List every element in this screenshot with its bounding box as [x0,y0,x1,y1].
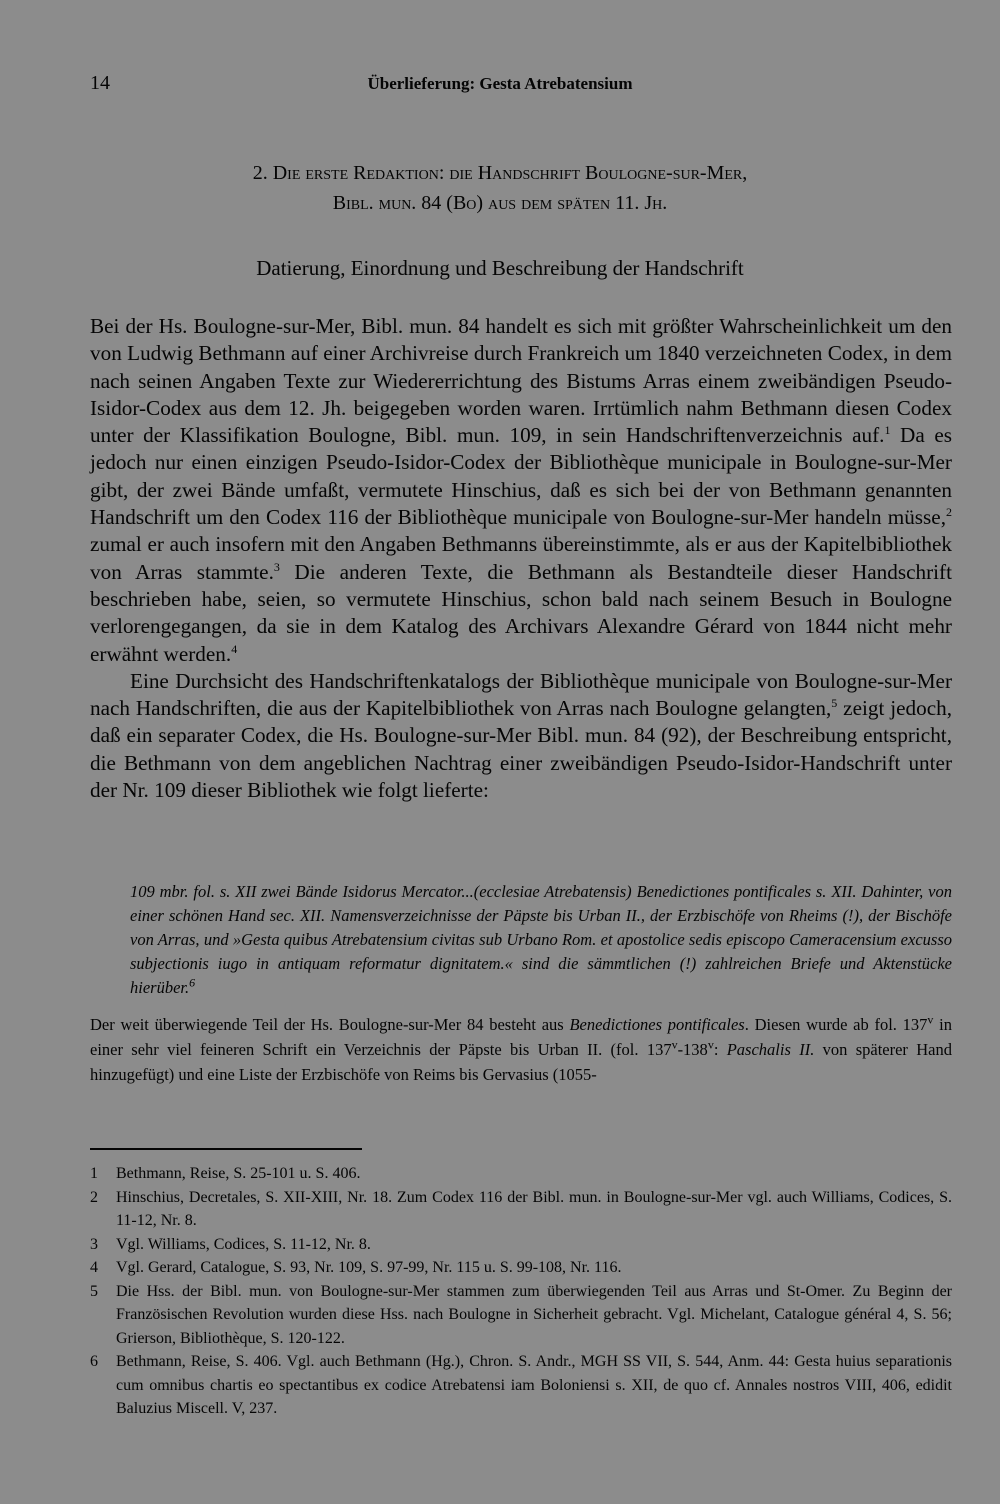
paragraph-1 [90,313,952,668]
page-number: 14 [90,72,110,94]
description-part-b: Benedictiones pontificales [569,1015,745,1034]
verso-mark-2: v [671,1037,678,1052]
footnote [90,1350,952,1421]
footnote-ref-2[interactable]: 2 [946,505,952,520]
description-paragraph [90,1012,952,1087]
section-title-line-1: 2. Die erste Redaktion: die Handschrift Boulogne-sur-Mer, [252,162,748,184]
footnote [90,1256,952,1280]
running-title: Überlieferung: Gesta Atrebatensium [367,74,633,93]
footnote-ref-4[interactable]: 4 [231,641,238,656]
paragraph-1-part-c: zumal er auch insofern mit den Angaben Bethmanns übereinstimmte, als er aus der Kapitelbibliothek von Arras stammte. [90,532,952,584]
footnote-text: Hinschius, Decretales, S. XII-XIII, Nr. 18. Zum Codex 116 der Bibl. mun. in Boulogne-sur-Mer vgl. auch Williams, Codices, S. 11-12, Nr. 8. [116,1188,952,1229]
verso-mark-3: v [707,1037,714,1052]
footnote-number: 6 [90,1353,98,1370]
footnotes [90,1162,952,1421]
footnote-text: Bethmann, Reise, S. 406. Vgl. auch Bethmann (Hg.), Chron. S. Andr., MGH SS VII, S. 544, Anm. 44: Gesta huius separationis cum omnibus chartis eo spectantibus ex codice Atrebatensi iam Boloniensi s. XII, de quo cf. Annales nostros VIII, 406, edidit Baluzius Miscell. V, 237. [116,1353,952,1417]
description-part-a: Der weit überwiegende Teil der Hs. Boulogne-sur-Mer 84 besteht aus [90,1015,570,1034]
footnote-number: 4 [90,1259,98,1276]
footnote [90,1162,952,1186]
paragraph-2 [90,668,952,804]
paragraph-1-part-b: Da es jedoch nur einen einzigen Pseudo-Isidor-Codex der Bibliothèque municipale in Boulogne-sur-Mer gibt, der zwei Bände umfaßt, vermutete Hinschius, daß es sich bei der von Bethmann genannten Handschrift um den Codex 116 der Bibliothèque municipale von Boulogne-sur-Mer handeln müsse, [90,423,952,530]
footnote-number: 5 [90,1282,98,1300]
description-part-g: Paschalis II. [726,1040,815,1059]
description-part-e: -138 [677,1040,708,1059]
block-quote [130,880,952,1000]
footnote-text: Die Hss. der Bibl. mun. von Boulogne-sur-Mer stammen zum überwiegenden Teil aus Arras und St-Omer. Zu Beginn der Französischen Revolution wurden diese Hss. nach Boulogne in Sicherheit gebracht. Vgl. Michelant, Catalogue général 4, S. 56; Grierson, Bibliothèque, S. 120-122. [116,1282,952,1347]
footnote-number: 2 [90,1188,98,1206]
description-part-f: : [713,1040,727,1059]
footnote-ref-3[interactable]: 3 [273,559,280,574]
footnote-text: Vgl. Williams, Codices, S. 11-12, Nr. 8. [116,1235,371,1253]
footnote-ref-1[interactable]: 1 [884,423,891,438]
footnote [90,1186,952,1233]
subheading: Datierung, Einordnung und Beschreibung der Handschrift [256,256,744,280]
block-quote-text: 109 mbr. fol. s. XII zwei Bände Isidorus Mercator...(ecclesiae Atrebatensis) Benedictiones pontificales s. XII. Dahinter, von einer schönen Hand sec. XII. Namensverzeichnisse der Päpste bis Urban II., der Erzbischöfe von Rheims (!), der Bischöfe von Arras, und »Gesta quibus Atrebatensium civitas sub Urbano Rom. et apostolice sedis episcopo Cameracensium excusso subjectionis iugo in antiquam reformatur dignitatem.« sind die sämmtlichen (!) zahlreichen Briefe und Aktenstücke hierüber. [130,882,952,997]
paragraph-2-part-a: Eine Durchsicht des Handschriftenkatalogs der Bibliothèque municipale von Boulogne-sur-Mer nach Handschriften, die aus der Kapitelbibliothek von Arras nach Boulogne gelangten, [90,668,952,721]
footnote-number: 1 [90,1165,98,1182]
footnote-text: Bethmann, Reise, S. 25-101 u. S. 406. [116,1165,361,1182]
footnote-text: Vgl. Gerard, Catalogue, S. 93, Nr. 109, S. 97-99, Nr. 115 u. S. 99-108, Nr. 116. [116,1259,622,1276]
paragraph-1-part-d: Die anderen Texte, die Bethmann als Bestandteile dieser Handschrift beschrieben habe, seien, so vermutete Hinschius, schon bald nach seinem Besuch in Boulogne verlorengegangen, da sie in dem Katalog des Archivars Alexandre Gérard von 1844 nicht mehr erwähnt werden. [90,559,952,666]
footnote [90,1280,952,1351]
footnote-ref-6[interactable]: 6 [189,975,196,990]
paragraph-2-part-b: zeigt jedoch, daß ein separater Codex, die Hs. Boulogne-sur-Mer Bibl. mun. 84 (92), der Beschreibung entspricht, die Bethmann von dem angeblichen Nachtrag einer zweibändigen Pseudo-Isidor-Handschrift unter der Nr. 109 dieser Bibliothek wie folgt lieferte: [90,696,952,803]
footnote-number: 3 [90,1235,98,1253]
footnote [90,1233,952,1257]
footnote-separator [90,1148,362,1150]
description-part-h: von späterer Hand hinzugefügt) und eine Liste der Erzbischöfe von Reims bis Gervasius (1055- [90,1040,952,1084]
section-title [90,158,910,218]
body-text [90,313,952,804]
section-title-line-2: Bibl. mun. 84 (Bo) aus dem späten 11. Jh. [332,192,668,214]
paragraph-1-part-a: Bei der Hs. Boulogne-sur-Mer, Bibl. mun. 84 handelt es sich mit größter Wahrscheinlichkeit um den von Ludwig Bethmann auf einer Archivreise durch Frankreich um 1840 verzeichneten Codex, in dem nach seinen Angaben Texte zur Wiedererrichtung des Bistums Arras einem zweibändigen Pseudo-Isidor-Codex aus dem 12. Jh. beigegeben worden waren. Irrtümlich nahm Bethmann diesen Codex unter der Klassifikation Boulogne, Bibl. mun. 109, in sein Handschriftenverzeichnis auf. [90,314,952,448]
description-part-d: in einer sehr viel feineren Schrift ein Verzeichnis der Päpste bis Urban II. (fol. 137 [90,1015,952,1059]
footnote-ref-5[interactable]: 5 [831,696,838,711]
verso-mark-1: v [927,1012,934,1027]
description-part-c: . Diesen wurde ab fol. 137 [744,1015,928,1034]
